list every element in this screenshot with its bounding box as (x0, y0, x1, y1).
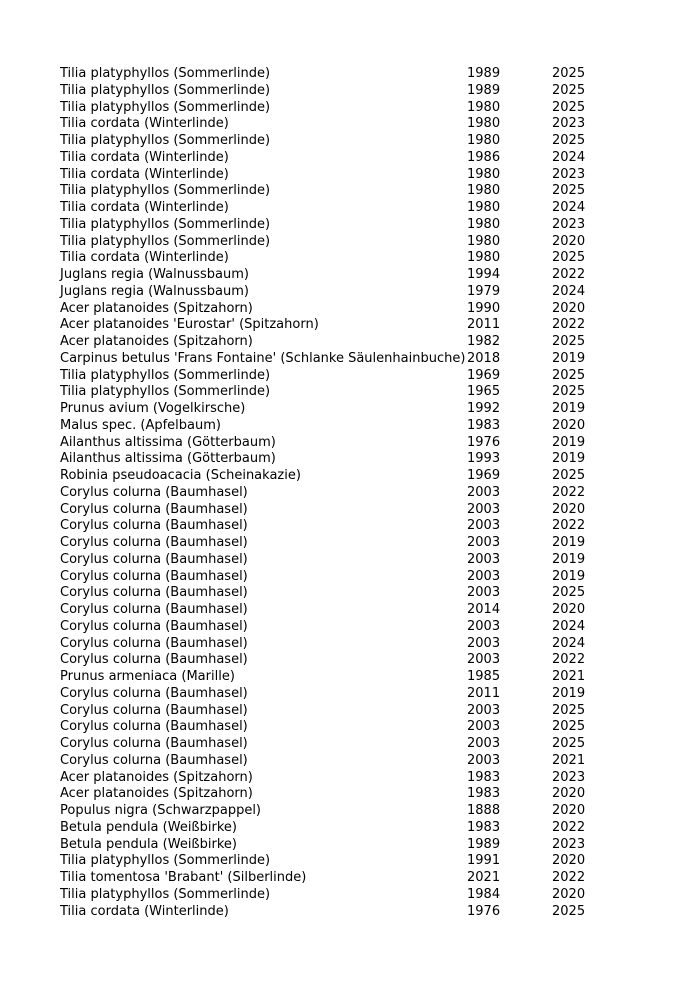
year-planted-cell: 1993 (467, 451, 501, 467)
species-cell: Tilia cordata (Winterlinde) (60, 149, 229, 165)
species-cell: Acer platanoides (Spitzahorn) (60, 786, 253, 802)
table-row (60, 83, 612, 100)
year-planted-cell: 2003 (467, 568, 501, 584)
species-cell: Tilia platyphyllos (Sommerlinde) (60, 886, 271, 902)
year-checked-cell: 2020 (552, 300, 586, 316)
table-row (60, 334, 612, 351)
species-cell: Corylus colurna (Baumhasel) (60, 736, 248, 751)
species-cell: Tilia platyphyllos (Sommerlinde) (60, 99, 271, 115)
species-cell: Tilia platyphyllos (Sommerlinde) (60, 367, 271, 383)
year-planted-cell: 2003 (467, 535, 501, 550)
year-planted-cell: 1969 (467, 468, 501, 483)
year-checked-cell: 2025 (552, 702, 586, 718)
species-cell: Prunus avium (Vogelkirsche) (60, 401, 246, 416)
year-checked-cell: 2025 (552, 903, 586, 919)
year-planted-cell: 2003 (467, 585, 501, 601)
year-planted-cell: 1980 (467, 99, 501, 115)
year-checked-cell: 2023 (552, 216, 586, 232)
year-checked-cell: 2025 (552, 82, 586, 98)
table-row (60, 150, 612, 167)
species-cell: Juglans regia (Walnussbaum) (60, 267, 249, 282)
species-cell: Tilia cordata (Winterlinde) (60, 903, 229, 919)
year-planted-cell: 1985 (467, 669, 501, 684)
species-cell: Tilia platyphyllos (Sommerlinde) (60, 384, 271, 400)
year-checked-cell: 2023 (552, 769, 586, 785)
year-planted-cell: 1980 (467, 250, 501, 266)
table-row (60, 502, 612, 519)
table-row (60, 351, 612, 368)
year-checked-cell: 2025 (552, 367, 586, 383)
table-row (60, 200, 612, 217)
table-row (60, 636, 612, 653)
table-row (60, 250, 612, 267)
year-planted-cell: 1983 (467, 417, 501, 433)
year-checked-cell: 2025 (552, 99, 586, 115)
year-checked-cell: 2019 (552, 568, 586, 584)
table-row (60, 569, 612, 586)
species-cell: Acer platanoides (Spitzahorn) (60, 769, 253, 785)
year-checked-cell: 2023 (552, 116, 586, 132)
species-cell: Prunus armeniaca (Marille) (60, 669, 235, 684)
species-cell: Tilia cordata (Winterlinde) (60, 116, 229, 132)
year-planted-cell: 1986 (467, 149, 501, 165)
species-cell: Tilia tomentosa 'Brabant' (Silberlinde) (60, 870, 307, 885)
table-row (60, 301, 612, 318)
species-cell: Corylus colurna (Baumhasel) (60, 602, 248, 617)
species-cell: Corylus colurna (Baumhasel) (60, 635, 248, 651)
year-checked-cell: 2019 (552, 535, 586, 550)
year-checked-cell: 2024 (552, 200, 586, 215)
species-cell: Tilia platyphyllos (Sommerlinde) (60, 216, 271, 232)
table-row (60, 585, 612, 602)
year-checked-cell: 2019 (552, 401, 586, 416)
species-cell: Ailanthus altissima (Götterbaum) (60, 451, 276, 467)
year-checked-cell: 2019 (552, 350, 586, 366)
species-cell: Acer platanoides (Spitzahorn) (60, 300, 253, 316)
species-cell: Corylus colurna (Baumhasel) (60, 568, 248, 584)
year-checked-cell: 2025 (552, 468, 586, 483)
species-cell: Corylus colurna (Baumhasel) (60, 518, 248, 534)
species-cell: Corylus colurna (Baumhasel) (60, 551, 248, 567)
year-planted-cell: 2003 (467, 518, 501, 534)
year-checked-cell: 2024 (552, 635, 586, 651)
table-row (60, 435, 612, 452)
year-planted-cell: 1979 (467, 283, 501, 299)
year-planted-cell: 1980 (467, 216, 501, 232)
table-row (60, 887, 612, 904)
year-checked-cell: 2019 (552, 434, 586, 450)
year-planted-cell: 1983 (467, 819, 501, 835)
species-cell: Robinia pseudoacacia (Scheinakazie) (60, 468, 301, 483)
table-row (60, 837, 612, 854)
table-row (60, 853, 612, 870)
table-row (60, 368, 612, 385)
species-cell: Tilia platyphyllos (Sommerlinde) (60, 853, 271, 869)
species-cell: Carpinus betulus 'Frans Fontaine' (Schlanke Säulenhainbuche) (60, 350, 466, 366)
year-planted-cell: 1980 (467, 200, 501, 215)
year-planted-cell: 2014 (467, 602, 501, 617)
year-planted-cell: 1989 (467, 82, 501, 98)
species-cell: Malus spec. (Apfelbaum) (60, 417, 221, 433)
table-row (60, 217, 612, 234)
species-cell: Betula pendula (Weißbirke) (60, 836, 237, 852)
year-planted-cell: 1980 (467, 183, 501, 199)
year-planted-cell: 1965 (467, 384, 501, 400)
year-planted-cell: 1990 (467, 300, 501, 316)
table-row (60, 870, 612, 887)
table-row (60, 786, 612, 803)
year-planted-cell: 2003 (467, 618, 501, 634)
year-checked-cell: 2022 (552, 267, 586, 282)
species-cell: Acer platanoides (Spitzahorn) (60, 334, 253, 349)
year-checked-cell: 2019 (552, 685, 586, 701)
year-checked-cell: 2020 (552, 786, 586, 802)
table-row (60, 904, 612, 921)
species-cell: Acer platanoides 'Eurostar' (Spitzahorn) (60, 317, 319, 333)
species-cell: Corylus colurna (Baumhasel) (60, 652, 248, 668)
year-checked-cell: 2025 (552, 585, 586, 601)
year-planted-cell: 1976 (467, 434, 501, 450)
year-checked-cell: 2020 (552, 886, 586, 902)
year-planted-cell: 2003 (467, 752, 501, 768)
year-checked-cell: 2020 (552, 602, 586, 617)
year-planted-cell: 2003 (467, 551, 501, 567)
species-cell: Corylus colurna (Baumhasel) (60, 685, 248, 701)
year-planted-cell: 1976 (467, 903, 501, 919)
species-cell: Corylus colurna (Baumhasel) (60, 752, 248, 768)
year-checked-cell: 2023 (552, 836, 586, 852)
tree-table-body (60, 66, 612, 920)
year-checked-cell: 2021 (552, 752, 586, 768)
species-cell: Corylus colurna (Baumhasel) (60, 585, 248, 601)
year-checked-cell: 2022 (552, 317, 586, 333)
year-checked-cell: 2021 (552, 669, 586, 684)
table-row (60, 317, 612, 334)
table-row (60, 100, 612, 117)
year-planted-cell: 1994 (467, 267, 501, 282)
year-planted-cell: 1991 (467, 853, 501, 869)
table-row (60, 384, 612, 401)
year-checked-cell: 2020 (552, 501, 586, 517)
year-planted-cell: 1969 (467, 367, 501, 383)
species-cell: Tilia platyphyllos (Sommerlinde) (60, 233, 271, 249)
year-planted-cell: 2011 (467, 317, 501, 333)
table-row (60, 267, 612, 284)
table-row (60, 284, 612, 301)
year-checked-cell: 2024 (552, 618, 586, 634)
year-checked-cell: 2022 (552, 819, 586, 835)
year-planted-cell: 2003 (467, 702, 501, 718)
table-row (60, 736, 612, 753)
year-checked-cell: 2020 (552, 233, 586, 249)
table-row (60, 66, 612, 83)
year-checked-cell: 2020 (552, 417, 586, 433)
table-row (60, 418, 612, 435)
year-planted-cell: 2003 (467, 501, 501, 517)
table-row (60, 719, 612, 736)
year-checked-cell: 2024 (552, 283, 586, 299)
year-checked-cell: 2019 (552, 451, 586, 467)
table-row (60, 753, 612, 770)
table-row (60, 518, 612, 535)
year-checked-cell: 2020 (552, 853, 586, 869)
year-planted-cell: 1984 (467, 886, 501, 902)
year-checked-cell: 2025 (552, 384, 586, 400)
year-planted-cell: 1992 (467, 401, 501, 416)
year-planted-cell: 2003 (467, 719, 501, 735)
species-cell: Tilia cordata (Winterlinde) (60, 166, 229, 182)
species-cell: Corylus colurna (Baumhasel) (60, 702, 248, 718)
year-checked-cell: 2025 (552, 250, 586, 266)
year-planted-cell: 2003 (467, 635, 501, 651)
year-checked-cell: 2022 (552, 870, 586, 885)
year-planted-cell: 1989 (467, 66, 501, 81)
species-cell: Tilia platyphyllos (Sommerlinde) (60, 183, 271, 199)
species-cell: Corylus colurna (Baumhasel) (60, 484, 248, 500)
table-row (60, 602, 612, 619)
year-planted-cell: 2003 (467, 484, 501, 500)
species-cell: Corylus colurna (Baumhasel) (60, 618, 248, 634)
year-planted-cell: 1982 (467, 334, 501, 349)
year-checked-cell: 2022 (552, 518, 586, 534)
species-cell: Tilia platyphyllos (Sommerlinde) (60, 82, 271, 98)
year-planted-cell: 2003 (467, 652, 501, 668)
year-checked-cell: 2025 (552, 183, 586, 199)
species-cell: Ailanthus altissima (Götterbaum) (60, 434, 276, 450)
species-cell: Betula pendula (Weißbirke) (60, 819, 237, 835)
tree-table (60, 66, 612, 920)
year-checked-cell: 2025 (552, 66, 586, 81)
year-checked-cell: 2022 (552, 484, 586, 500)
table-row (60, 669, 612, 686)
year-planted-cell: 2018 (467, 350, 501, 366)
table-row (60, 133, 612, 150)
species-cell: Corylus colurna (Baumhasel) (60, 501, 248, 517)
year-planted-cell: 1980 (467, 233, 501, 249)
table-row (60, 167, 612, 184)
year-checked-cell: 2025 (552, 736, 586, 751)
species-cell: Tilia cordata (Winterlinde) (60, 250, 229, 266)
year-checked-cell: 2024 (552, 149, 586, 165)
year-checked-cell: 2022 (552, 652, 586, 668)
year-planted-cell: 1980 (467, 116, 501, 132)
table-row (60, 552, 612, 569)
species-cell: Populus nigra (Schwarzpappel) (60, 803, 262, 818)
year-checked-cell: 2019 (552, 551, 586, 567)
year-checked-cell: 2023 (552, 166, 586, 182)
species-cell: Tilia platyphyllos (Sommerlinde) (60, 133, 271, 148)
year-planted-cell: 1983 (467, 786, 501, 802)
year-planted-cell: 1980 (467, 166, 501, 182)
year-checked-cell: 2025 (552, 719, 586, 735)
table-row (60, 703, 612, 720)
table-row (60, 234, 612, 251)
species-cell: Juglans regia (Walnussbaum) (60, 283, 249, 299)
table-row (60, 770, 612, 787)
table-row (60, 619, 612, 636)
year-planted-cell: 1989 (467, 836, 501, 852)
year-planted-cell: 1980 (467, 133, 501, 148)
species-cell: Tilia cordata (Winterlinde) (60, 200, 229, 215)
table-row (60, 820, 612, 837)
table-row (60, 183, 612, 200)
year-planted-cell: 2003 (467, 736, 501, 751)
year-planted-cell: 1888 (467, 803, 501, 818)
table-row (60, 535, 612, 552)
table-row (60, 451, 612, 468)
year-planted-cell: 1983 (467, 769, 501, 785)
year-checked-cell: 2025 (552, 133, 586, 148)
year-checked-cell: 2020 (552, 803, 586, 818)
table-row (60, 652, 612, 669)
table-row (60, 686, 612, 703)
year-checked-cell: 2025 (552, 334, 586, 349)
year-planted-cell: 2021 (467, 870, 501, 885)
species-cell: Corylus colurna (Baumhasel) (60, 535, 248, 550)
table-row (60, 468, 612, 485)
table-row (60, 485, 612, 502)
table-row (60, 116, 612, 133)
species-cell: Tilia platyphyllos (Sommerlinde) (60, 66, 271, 81)
year-planted-cell: 2011 (467, 685, 501, 701)
table-row (60, 401, 612, 418)
species-cell: Corylus colurna (Baumhasel) (60, 719, 248, 735)
table-row (60, 803, 612, 820)
